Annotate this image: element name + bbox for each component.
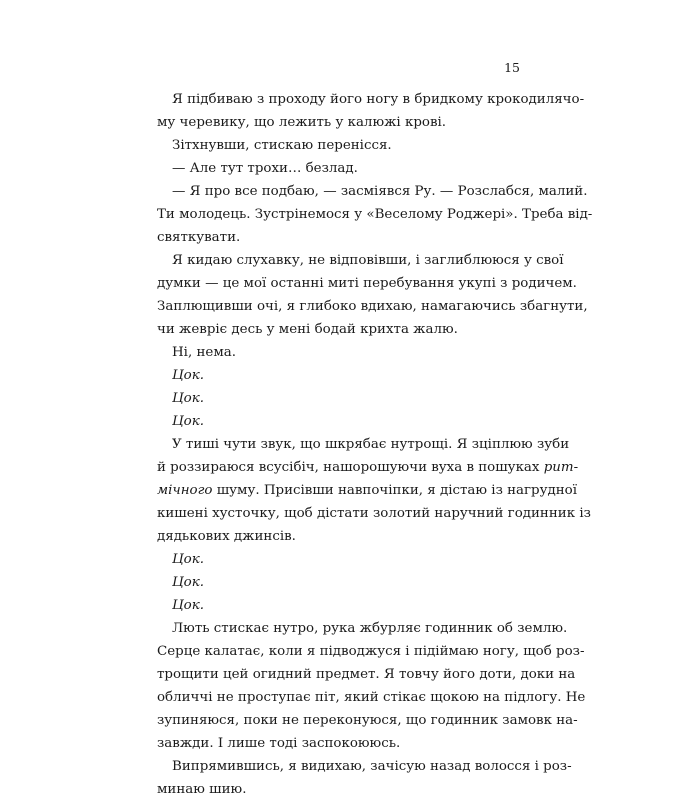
text-line: трощити цей огидний предмет. Я товчу його доти, доки на: [157, 667, 576, 682]
text-line: [157, 456, 579, 479]
text-line: думки — це мої останні миті перебування укупі з родичем.: [157, 276, 577, 291]
text-line-italic: Цок.: [172, 575, 204, 590]
text-line: Випрямившись, я видихаю, зачісую назад волосся і роз-: [172, 759, 572, 774]
text-line: дядькових джинсів.: [157, 529, 296, 544]
text-line: завжди. І лише тоді заспокоююсь.: [157, 736, 401, 751]
text-line-italic: Цок.: [172, 414, 204, 429]
text-line: — Я про все подбаю, — засміявся Ру. — Розслабся, малий.: [172, 184, 588, 199]
text-line-italic: Цок.: [172, 391, 204, 406]
text-line: зупиняюся, поки не переконуюся, що годинник замовк на-: [157, 713, 578, 728]
text-line-italic: Цок.: [172, 368, 204, 383]
text-line: обличчі не проступає піт, який стікає щокою на підлогу. Не: [157, 690, 586, 705]
text-line: святкувати.: [157, 230, 241, 245]
text-line: Зітхнувши, стискаю перенісся.: [172, 138, 392, 153]
italic-word: мічного: [157, 483, 213, 498]
text-line: Заплющивши очі, я глибоко вдихаю, намагаючись збагнути,: [157, 299, 588, 314]
text-line: му черевику, що лежить у калюжі крові.: [157, 115, 447, 130]
text-line: минаю шию.: [157, 782, 247, 797]
text-line-italic: Цок.: [172, 552, 204, 567]
body-text: [157, 88, 593, 801]
text-line: Ні, нема.: [172, 345, 236, 360]
text-line: кишені хусточку, щоб дістати золотий наручний годинник із: [157, 506, 591, 521]
text-line: Серце калатає, коли я підводжуся і підіймаю ногу, щоб роз-: [157, 644, 585, 659]
text-line: Я підбиваю з проходу його ногу в бридкому крокодилячо-: [172, 92, 585, 107]
text-line: Лють стискає нутро, рука жбурляє годинник об землю.: [172, 621, 568, 636]
text-segment: й роззираюся всусібіч, нашорошуючи вуха в пошуках: [157, 460, 544, 475]
text-line-italic: Цок.: [172, 598, 204, 613]
italic-word: рит-: [543, 460, 579, 475]
text-line: [157, 479, 578, 502]
text-line: Ти молодець. Зустрінемося у «Веселому Роджері». Треба від-: [157, 207, 593, 222]
text-line: — Але тут трохи… безлад.: [172, 161, 358, 176]
text-line: чи жевріє десь у мені бодай крихта жалю.: [157, 322, 458, 337]
text-line: У тиші чути звук, що шкрябає нутрощі. Я зціплюю зуби: [172, 437, 570, 452]
text-segment: шуму. Присівши навпочіпки, я дістаю із нагрудної: [212, 483, 578, 498]
page-number: 15: [504, 60, 520, 75]
text-line: Я кидаю слухавку, не відповівши, і заглиблююся у свої: [172, 253, 564, 268]
